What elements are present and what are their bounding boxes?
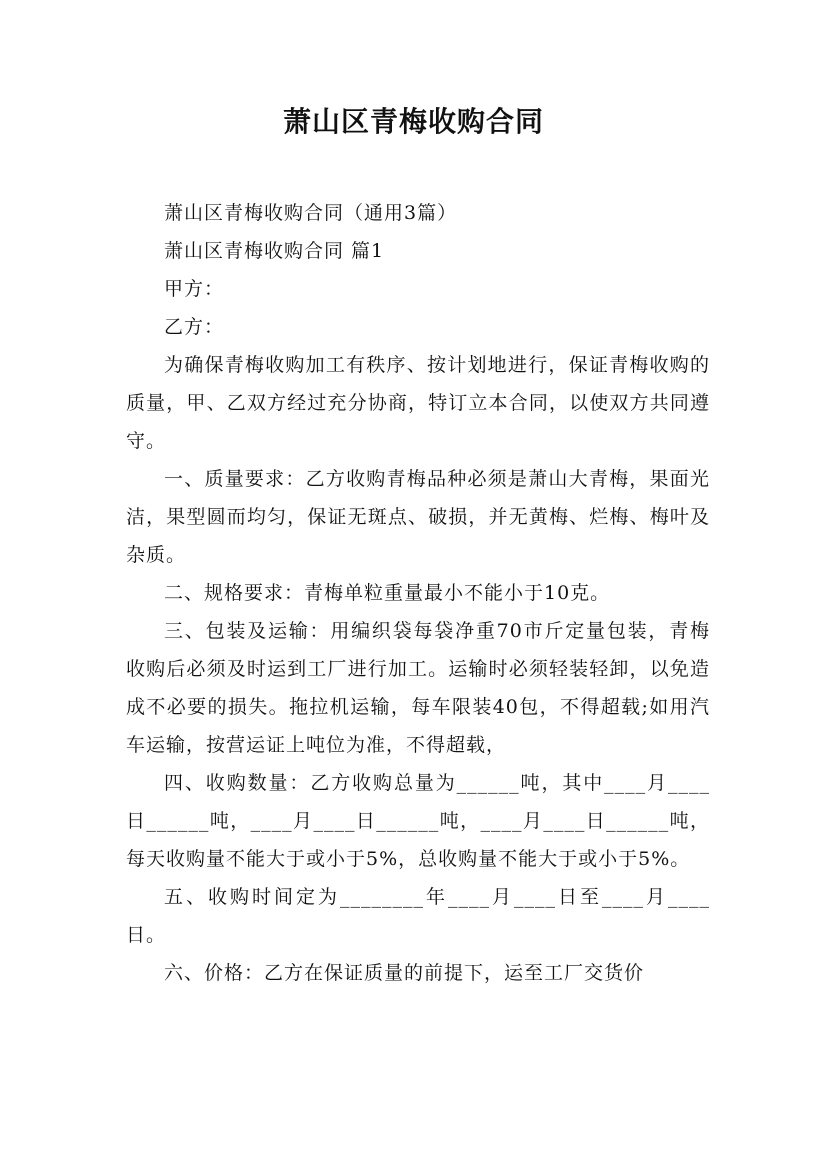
paragraph-heading: 萧山区青梅收购合同（通用3篇） (164, 202, 458, 224)
paragraph-quantity: 四、收购数量：乙方收购总量为______吨，其中____月____日______吨，____月____日______吨，____月____日______吨，每天收购量不能大于或小于5%，总收购量不能大于或小于5%。 (126, 772, 710, 870)
document-title: 萧山区青梅收购合同 (282, 105, 544, 138)
paragraph-specification: 二、规格要求：青梅单粒重量最小不能小于10克。 (164, 582, 611, 604)
document-body (126, 194, 710, 992)
paragraph-time: 五、收购时间定为________年____月____日至____月____日。 (126, 886, 710, 946)
paragraph-packaging: 三、包装及运输：用编织袋每袋净重70市斤定量包装，青梅收购后必须及时运到工厂进行加工。运输时必须轻装轻卸，以免造成不必要的损失。拖拉机运输，每车限装40包，不得超载;如用汽车运输，按营运证上吨位为准，不得超载， (126, 620, 710, 756)
paragraph-quality: 一、质量要求：乙方收购青梅品种必须是萧山大青梅，果面光洁，果型圆而均匀，保证无斑点、破损，并无黄梅、烂梅、梅叶及杂质。 (126, 468, 710, 566)
paragraph-price: 六、价格：乙方在保证质量的前提下，运至工厂交货价 (164, 962, 645, 984)
paragraph-section-title: 萧山区青梅收购合同 篇1 (164, 240, 385, 262)
paragraph-party-a: 甲方： (164, 278, 225, 300)
paragraph-party-b: 乙方： (164, 316, 225, 338)
paragraph-preamble: 为确保青梅收购加工有秩序、按计划地进行，保证青梅收购的质量，甲、乙双方经过充分协商，特订立本合同，以使双方共同遵守。 (126, 354, 710, 452)
